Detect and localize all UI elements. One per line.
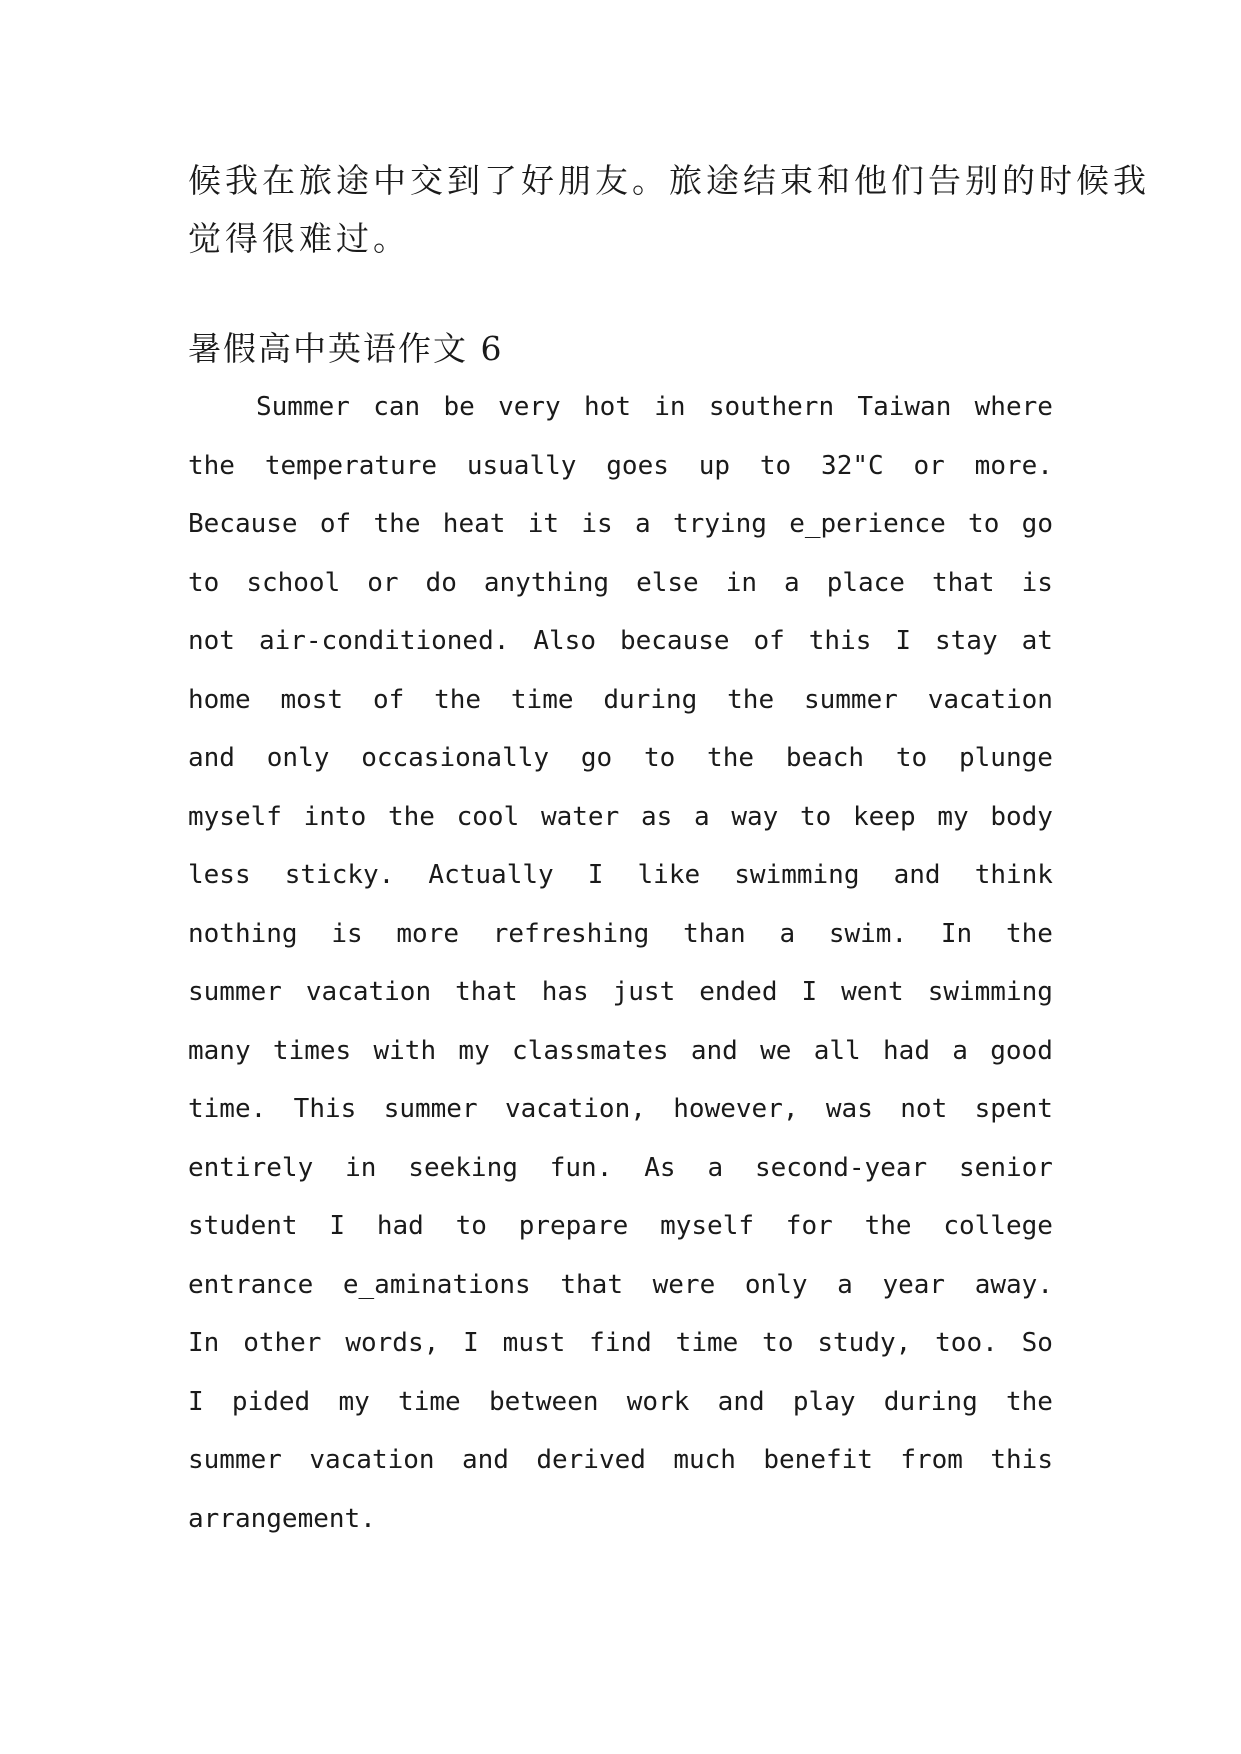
word: this: [990, 1445, 1053, 1475]
word: myself: [188, 801, 282, 832]
word: we: [760, 1035, 792, 1066]
word: usually: [466, 450, 577, 481]
word: my: [338, 1386, 370, 1417]
word: a: [952, 1035, 968, 1066]
word: can: [373, 392, 421, 422]
word: myself: [660, 1211, 754, 1241]
word: just: [612, 977, 676, 1007]
word: too.: [935, 1328, 998, 1358]
word: good: [990, 1035, 1053, 1066]
word: to: [799, 801, 832, 832]
word: that: [455, 977, 518, 1007]
word: refreshing: [492, 918, 650, 949]
word: not: [900, 1094, 948, 1124]
word: and: [690, 1035, 738, 1066]
word: cool: [456, 801, 520, 832]
word: the: [1005, 918, 1053, 949]
word: else: [636, 567, 699, 598]
word: air-conditioned.: [258, 626, 510, 656]
word: trying: [672, 509, 767, 539]
word: work: [626, 1386, 690, 1417]
word: water: [540, 801, 620, 832]
word: times: [272, 1035, 352, 1066]
paragraph-line: [188, 671, 1053, 730]
word: very: [498, 392, 561, 422]
word: nothing: [188, 918, 298, 949]
word: year: [882, 1269, 946, 1300]
word: only: [744, 1269, 808, 1300]
word: the: [864, 1211, 912, 1241]
word: sticky.: [284, 860, 395, 890]
paragraph-line: [188, 788, 1053, 847]
word: were: [652, 1269, 716, 1300]
word: to: [188, 567, 220, 598]
word: senior: [959, 1152, 1053, 1183]
word: entirely: [188, 1152, 314, 1183]
word: hot: [584, 392, 631, 422]
word: with: [373, 1035, 437, 1066]
word: So: [1021, 1328, 1053, 1358]
word: time.: [188, 1094, 267, 1124]
word: during: [603, 684, 698, 715]
word: entrance: [188, 1269, 314, 1300]
word: school: [246, 567, 341, 598]
word: is: [1021, 567, 1053, 598]
word: all: [813, 1035, 861, 1066]
word: find: [589, 1328, 652, 1358]
continuation-line: 觉得很难过。: [188, 219, 410, 258]
word: is: [331, 918, 363, 949]
word: however,: [673, 1094, 799, 1124]
word: the: [727, 684, 775, 715]
paragraph-line: [188, 1314, 1053, 1373]
word: Because: [188, 509, 298, 539]
word: vacation: [309, 1445, 435, 1475]
word: a: [784, 567, 800, 598]
word: heat: [442, 509, 506, 539]
word: of: [372, 684, 405, 715]
word: I: [801, 977, 818, 1007]
word: in: [345, 1152, 377, 1183]
word: I: [587, 860, 604, 890]
word: 32"C: [821, 450, 884, 481]
word: classmates: [512, 1035, 669, 1066]
word: In: [188, 1328, 220, 1358]
word: the: [188, 450, 235, 481]
word: college: [943, 1211, 1053, 1241]
word: the: [387, 801, 435, 832]
word: more.: [974, 450, 1053, 481]
word: went: [841, 977, 904, 1007]
word: time: [510, 684, 574, 715]
word: to: [643, 743, 676, 773]
word: it: [527, 509, 560, 539]
word: a: [779, 918, 796, 949]
word: arrangement.: [188, 1503, 376, 1534]
word: a: [707, 1152, 724, 1183]
word: pided: [231, 1386, 311, 1417]
word: a: [693, 801, 710, 832]
section-title: 暑假高中英语作文 6: [188, 329, 504, 368]
word: away.: [974, 1269, 1053, 1300]
word: go: [580, 743, 613, 773]
word: occasionally: [361, 743, 550, 773]
paragraph-line: [188, 1139, 1053, 1198]
word: summer: [188, 977, 282, 1007]
paragraph-line: [188, 495, 1053, 554]
word: place: [826, 567, 905, 598]
word: vacation: [927, 684, 1053, 715]
paragraph-line: [188, 905, 1053, 964]
paragraph-line: [188, 1373, 1053, 1432]
word: Also: [533, 626, 596, 656]
word: like: [637, 860, 701, 890]
paragraph-line: [188, 612, 1053, 671]
word: In: [940, 918, 973, 949]
word: stay: [935, 626, 998, 656]
word: swimming: [927, 977, 1053, 1007]
word: only: [266, 743, 330, 773]
word: time: [675, 1328, 739, 1358]
word: that: [560, 1269, 623, 1300]
word: to: [762, 1328, 794, 1358]
word: other: [243, 1328, 322, 1358]
word: fun.: [549, 1152, 613, 1183]
paragraph-line: [188, 729, 1053, 788]
word: to: [455, 1211, 487, 1241]
word: much: [673, 1445, 736, 1475]
word: the: [707, 743, 755, 773]
word: temperature: [264, 450, 437, 481]
paragraph-line: [188, 1256, 1053, 1315]
word: the: [1005, 1386, 1053, 1417]
word: prepare: [518, 1211, 629, 1241]
word: the: [373, 509, 421, 539]
word: for: [785, 1211, 833, 1241]
word: has: [541, 977, 589, 1007]
paragraph-line: [188, 1490, 1053, 1549]
word: a: [634, 509, 651, 539]
word: most: [280, 684, 344, 715]
word: of: [753, 626, 785, 656]
word: more: [396, 918, 460, 949]
word: e_perience: [789, 509, 946, 539]
word: plunge: [959, 743, 1053, 773]
paragraph-line: [188, 437, 1053, 496]
word: my: [458, 1035, 490, 1066]
word: and: [717, 1386, 765, 1417]
word: where: [974, 392, 1053, 422]
word: that: [931, 567, 995, 598]
word: Taiwan: [857, 392, 952, 422]
word: spent: [974, 1094, 1053, 1124]
paragraph-line: [188, 963, 1053, 1022]
word: benefit: [763, 1445, 873, 1475]
word: do: [425, 567, 457, 598]
word: as: [640, 801, 673, 832]
paragraph-line: [188, 378, 1053, 437]
word: to: [968, 509, 1000, 539]
word: go: [1021, 509, 1053, 539]
word: Summer: [256, 392, 350, 422]
word: I: [188, 1386, 204, 1417]
word: had: [883, 1035, 930, 1066]
word: Actually: [428, 860, 554, 890]
word: body: [990, 801, 1053, 832]
word: in: [725, 567, 758, 598]
word: ended: [699, 977, 778, 1007]
word: to: [759, 450, 792, 481]
word: between: [488, 1386, 599, 1417]
word: many: [188, 1035, 251, 1066]
word: and: [461, 1445, 509, 1475]
word: than: [683, 918, 746, 949]
word: study,: [817, 1328, 912, 1358]
word: As: [644, 1152, 676, 1183]
word: in: [654, 392, 686, 422]
word: is: [581, 509, 613, 539]
word: think: [974, 860, 1053, 890]
word: I: [463, 1328, 479, 1358]
word: the: [434, 684, 482, 715]
word: or: [913, 450, 945, 481]
word: goes: [606, 450, 669, 481]
word: up: [698, 450, 731, 481]
word: This: [293, 1094, 357, 1124]
paragraph-line: [188, 1022, 1053, 1081]
word: and: [188, 743, 235, 773]
word: must: [502, 1328, 566, 1358]
word: at: [1021, 626, 1053, 656]
paragraph-line: [188, 1197, 1053, 1256]
word: be: [443, 392, 475, 422]
word: vacation,: [505, 1094, 646, 1124]
word: to: [895, 743, 928, 773]
word: second-year: [754, 1152, 928, 1183]
paragraph-line: [188, 846, 1053, 905]
paragraph-line: [188, 1080, 1053, 1139]
document-content: [188, 152, 1150, 1548]
continuation-line: 候我在旅途中交到了好朋友。旅途结束和他们告别的时候我: [188, 161, 1150, 200]
word: keep: [853, 801, 916, 832]
paragraph-line: [188, 1431, 1053, 1490]
word: seeking: [408, 1152, 518, 1183]
word: and: [893, 860, 941, 890]
word: a: [837, 1269, 853, 1300]
word: or: [367, 567, 399, 598]
word: not: [188, 626, 235, 656]
word: I: [895, 626, 912, 656]
word: was: [825, 1094, 873, 1124]
word: my: [937, 801, 969, 832]
word: I: [329, 1211, 346, 1241]
word: words,: [345, 1328, 440, 1358]
word: time: [398, 1386, 461, 1417]
word: summer: [383, 1094, 478, 1124]
word: summer: [188, 1445, 282, 1475]
essay-paragraph: [188, 378, 1053, 1548]
paragraph-line: [188, 554, 1053, 613]
word: vacation: [305, 977, 432, 1007]
word: of: [319, 509, 352, 539]
word: during: [883, 1386, 978, 1417]
word: this: [808, 626, 872, 656]
word: way: [731, 801, 779, 832]
word: into: [303, 801, 367, 832]
word: had: [376, 1211, 424, 1241]
word: derived: [536, 1445, 646, 1475]
word: play: [792, 1386, 856, 1417]
word: beach: [785, 743, 865, 773]
word: swim.: [828, 918, 908, 949]
word: because: [619, 626, 730, 656]
word: student: [188, 1211, 298, 1241]
word: anything: [483, 567, 610, 598]
word: from: [900, 1445, 963, 1475]
word: less: [188, 860, 251, 890]
word: swimming: [734, 860, 860, 890]
word: southern: [708, 392, 835, 422]
word: home: [188, 684, 251, 715]
word: summer: [803, 684, 898, 715]
word: e_aminations: [342, 1269, 531, 1300]
